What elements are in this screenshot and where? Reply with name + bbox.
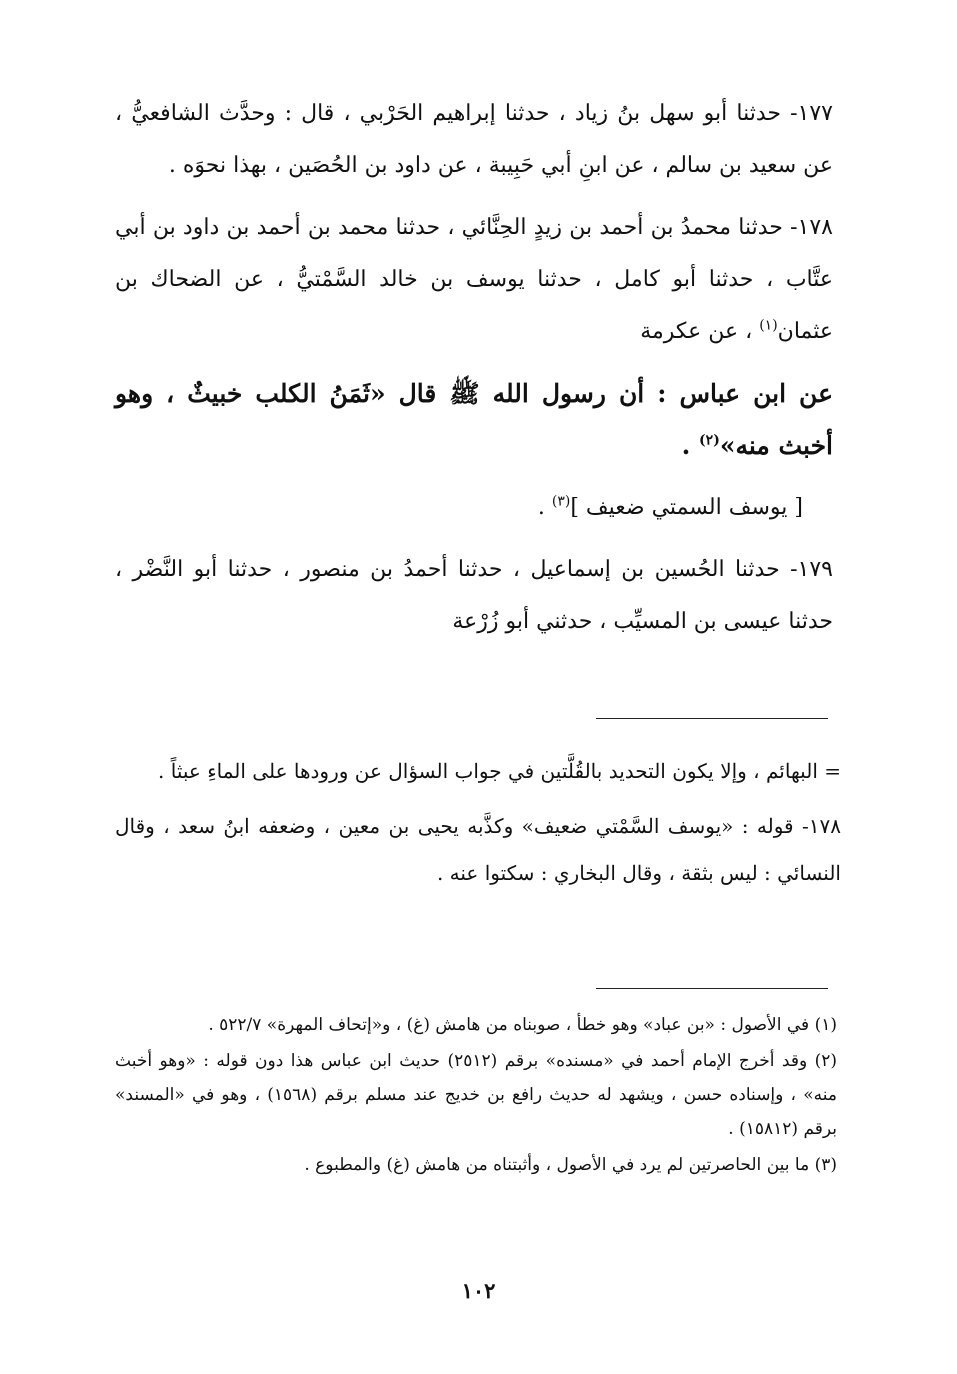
grading-tail: .: [537, 495, 545, 520]
hadith-178-chain: [115, 202, 833, 358]
hadith-179-text: ١٧٩- حدثنا الحُسين بن إسماعيل ، حدثنا أحمدُ بن منصور ، حدثنا أبو النَّضْر ، حدثنا عيسى بن المسيِّب ، حدثني أبو زُرْعة: [115, 557, 833, 634]
footnotes-block: [115, 1008, 837, 1184]
hadith-matn-text: عن ابن عباس : أن رسول الله ﷺ قال «ثَمَنُ الكلب خبيثٌ ، وهو أخبث منه»: [115, 379, 833, 460]
commentary-178: ١٧٨- قوله : «يوسف السَّمْتي ضعيف» وكذَّبه يحيى بن معين ، وضعفه ابنُ سعد ، وقال النسائي : ليس بثقة ، وقال البخاري : سكتوا عنه .: [115, 814, 841, 885]
footnote-marker-2: (٢): [699, 432, 720, 449]
hadith-178-tail: ، عن عكرمة: [640, 319, 753, 344]
hadith-177-chain: [115, 88, 833, 192]
commentary-continuation: = البهائم ، وإلا يكون التحديد بالقُلَّتين في جواب السؤال عن ورودها على الماءِ عبثاً .: [158, 759, 841, 783]
separator-rule-commentary: [596, 718, 828, 719]
commentary-block: [115, 748, 841, 905]
footnote-marker-1: (١): [759, 317, 778, 334]
footnote-marker-3: (٣): [551, 493, 571, 510]
hadith-matn-tail: .: [681, 431, 691, 460]
hadith-177-text: ١٧٧- حدثنا أبو سهل بنُ زياد ، حدثنا إبراهيم الحَرْبي ، قال : وحدَّث الشافعيُّ ، عن سعيد بن سالم ، عن ابنِ أبي حَبِيبة ، عن داود بن الحُصَين ، بهذا نحوَه .: [115, 101, 833, 178]
page-number: ١٠٢: [461, 1278, 496, 1303]
separator-rule-footnotes: [596, 988, 828, 989]
hadith-matn: [115, 368, 833, 472]
grading-note: [115, 482, 833, 534]
footnote-1: (١) في الأصول : «بن عباد» وهو خطأ ، صوبناه من هامش (غ) ، و«إتحاف المهرة» ٥٢٢/٧ .: [208, 1015, 837, 1035]
hadith-178-text: ١٧٨- حدثنا محمدُ بن أحمد بن زيدٍ الحِنَّائي ، حدثنا محمد بن أحمد بن داود بن أبي عتَّاب ، حدثنا أبو كامل ، حدثنا يوسف بن خالد السَّمْتيُّ ، عن الضحاك بن عثمان: [115, 215, 833, 344]
grading-text: [ يوسف السمتي ضعيف ]: [570, 495, 803, 520]
footnote-2: (٢) وقد أخرج الإمام أحمد في «مسنده» برقم (٢٥١٢) حديث ابن عباس هذا دون قوله : «وهو أخبث منه» ، وإسناده حسن ، ويشهد له حديث رافع بن خديج عند مسلم برقم (١٥٦٨) ، وهو في «المسند» برقم (١٥٨١٢) .: [115, 1051, 837, 1139]
hadith-179-chain: [115, 544, 833, 648]
footnote-3: (٣) ما بين الحاصرتين لم يرد في الأصول ، وأثبتناه من هامش (غ) والمطبوع .: [304, 1155, 837, 1175]
main-text-block: [115, 88, 833, 658]
